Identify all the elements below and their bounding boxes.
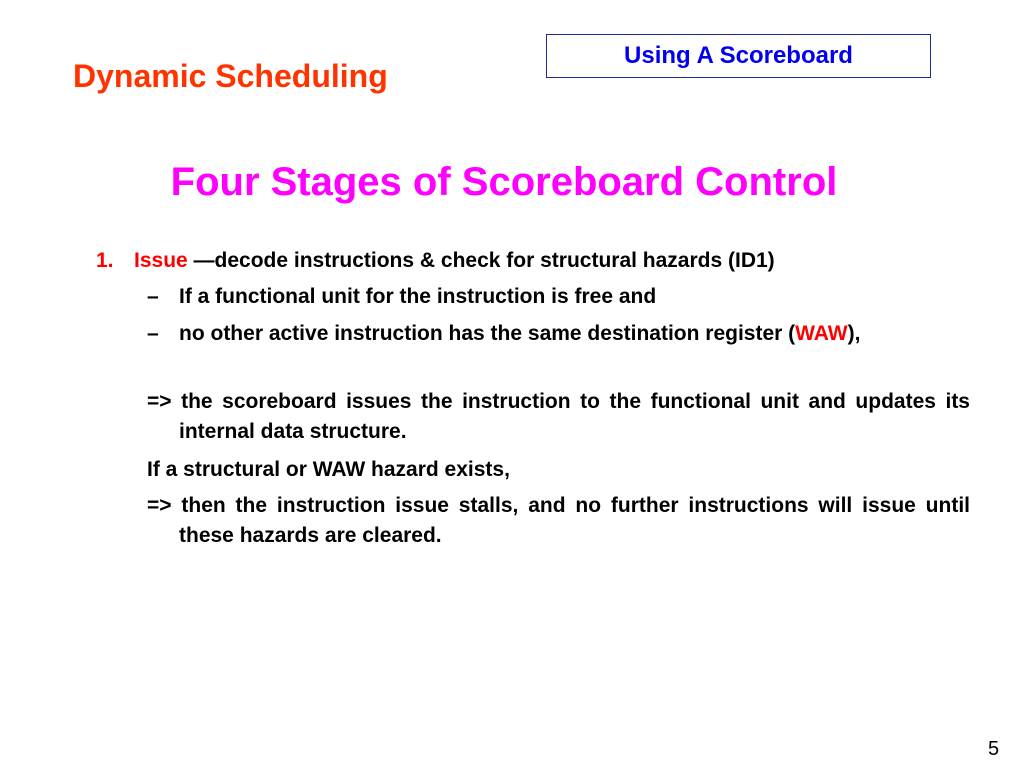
sub-bullet-text: [179, 319, 970, 349]
numbered-item-issue: [96, 246, 775, 276]
stall-paragraph: => then the instruction issue stalls, and no further instructions will issue until these hazards are cleared.: [147, 494, 970, 547]
item-term: Issue: [134, 249, 188, 272]
dash-bullet: –: [147, 322, 159, 345]
item-description: —decode instructions & check for structural hazards (ID1): [187, 249, 775, 272]
section-title: Dynamic Scheduling: [73, 58, 388, 94]
sub-bullet-text-end: ),: [847, 322, 861, 345]
dash-bullet: –: [147, 285, 159, 308]
sub-bullet-text-start: no other active instruction has the same destination register (: [179, 322, 796, 345]
result-paragraph: => the scoreboard issues the instruction to the functional unit and updates its internal data structure.: [147, 390, 970, 443]
waw-highlight: WAW: [795, 322, 848, 345]
sub-bullet-free-unit: [147, 282, 970, 312]
topic-label: Using A Scoreboard: [624, 42, 853, 69]
item-number: 1.: [96, 249, 114, 272]
topic-box: [546, 34, 931, 78]
sub-bullet-no-waw: [147, 319, 970, 349]
sub-bullet-text: If a functional unit for the instruction is free and: [179, 285, 657, 308]
hazard-condition: If a structural or WAW hazard exists,: [147, 458, 510, 481]
page-number: 5: [988, 738, 1000, 760]
slide-heading: Four Stages of Scoreboard Control: [170, 160, 838, 204]
